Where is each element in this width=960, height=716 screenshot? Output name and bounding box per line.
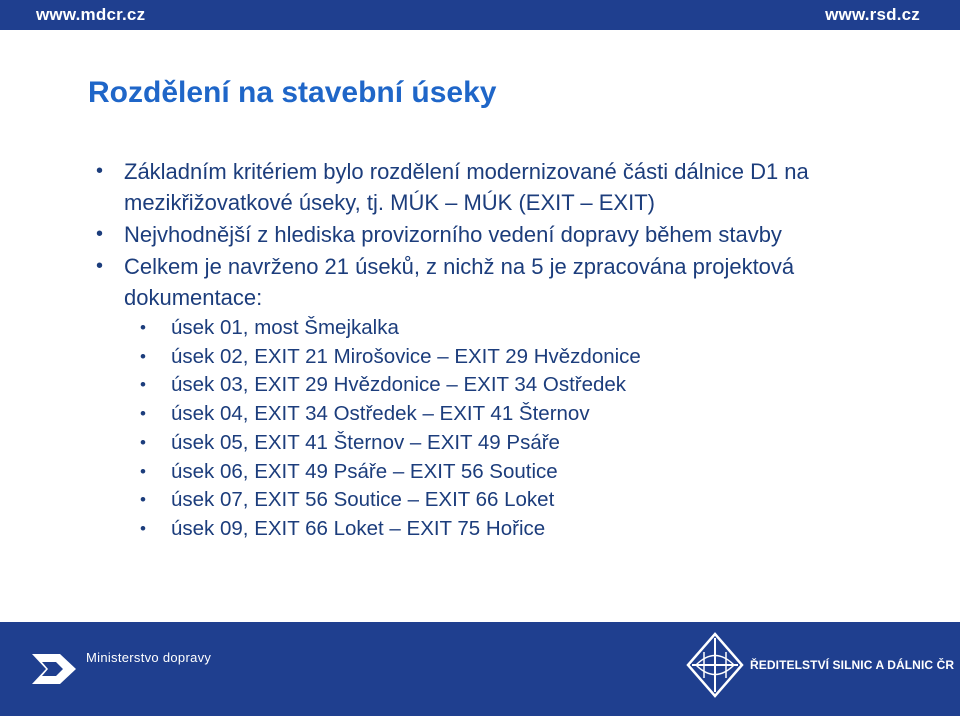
bullet-dot-icon: • xyxy=(96,255,104,277)
rsd-organization-name: ŘEDITELSTVÍ SILNIC A DÁLNIC ČR xyxy=(750,658,955,672)
sub-bullet-dot-icon: • xyxy=(140,404,146,424)
bullet-dot-icon: • xyxy=(96,223,104,245)
section-text: úsek 03, EXIT 29 Hvězdonice – EXIT 34 Ostředek xyxy=(171,373,627,397)
mdcr-arrow-logo-icon xyxy=(30,648,78,690)
sub-bullet-dot-icon: • xyxy=(140,346,146,366)
section-item xyxy=(140,343,916,372)
section-text: úsek 09, EXIT 66 Loket – EXIT 75 Hořice xyxy=(171,516,546,540)
rsd-highway-interchange-logo-icon xyxy=(686,632,744,698)
bullet-dot-icon: • xyxy=(96,160,104,182)
section-item xyxy=(140,486,916,515)
slide-title: Rozdělení na stavební úseky xyxy=(88,76,497,109)
bullet-item-traffic xyxy=(96,219,916,250)
bullet-text: Základním kritériem bylo rozdělení modernizované části dálnice D1 na mezikřižovatkové úseky, tj. MÚK – MÚK (EXIT – EXIT) xyxy=(124,159,809,215)
section-text: úsek 04, EXIT 34 Ostředek – EXIT 41 Šternov xyxy=(171,402,590,426)
section-text: úsek 05, EXIT 41 Šternov – EXIT 49 Psáře xyxy=(171,430,560,454)
mdcr-website-link[interactable]: www.mdcr.cz xyxy=(36,5,146,24)
sub-bullet-dot-icon: • xyxy=(140,318,146,337)
sub-bullet-dot-icon: • xyxy=(140,518,146,538)
section-item xyxy=(140,429,916,458)
sub-bullet-dot-icon: • xyxy=(140,375,146,395)
ministry-name: Ministerstvo dopravy xyxy=(86,650,212,665)
section-text: úsek 07, EXIT 56 Soutice – EXIT 66 Loket xyxy=(171,488,555,512)
sub-bullet-dot-icon: • xyxy=(140,432,146,452)
sub-bullet-dot-icon: • xyxy=(140,461,146,481)
section-item xyxy=(140,515,916,544)
section-text: úsek 01, most Šmejkalka xyxy=(171,316,399,339)
rsd-website-link[interactable]: www.rsd.cz xyxy=(825,5,920,24)
bullet-text: Nejvhodnější z hlediska provizorního vedení dopravy během stavby xyxy=(124,222,782,247)
bullet-text: Celkem je navrženo 21 úseků, z nichž na 5 je zpracována projektová dokumentace: xyxy=(124,254,795,310)
section-text: úsek 02, EXIT 21 Mirošovice – EXIT 29 Hvězdonice xyxy=(171,344,641,368)
top-bar xyxy=(0,0,960,30)
bullet-item-criteria xyxy=(96,156,916,218)
sub-bullet-dot-icon: • xyxy=(140,490,146,510)
section-item xyxy=(140,371,916,400)
section-text: úsek 06, EXIT 49 Psáře – EXIT 56 Soutice xyxy=(171,459,558,483)
section-item xyxy=(140,314,916,343)
section-item xyxy=(140,400,916,429)
bullet-content xyxy=(96,156,916,544)
section-list xyxy=(140,314,916,544)
section-item xyxy=(140,458,916,487)
bullet-item-sections-total xyxy=(96,251,916,313)
footer-bar xyxy=(0,622,960,716)
